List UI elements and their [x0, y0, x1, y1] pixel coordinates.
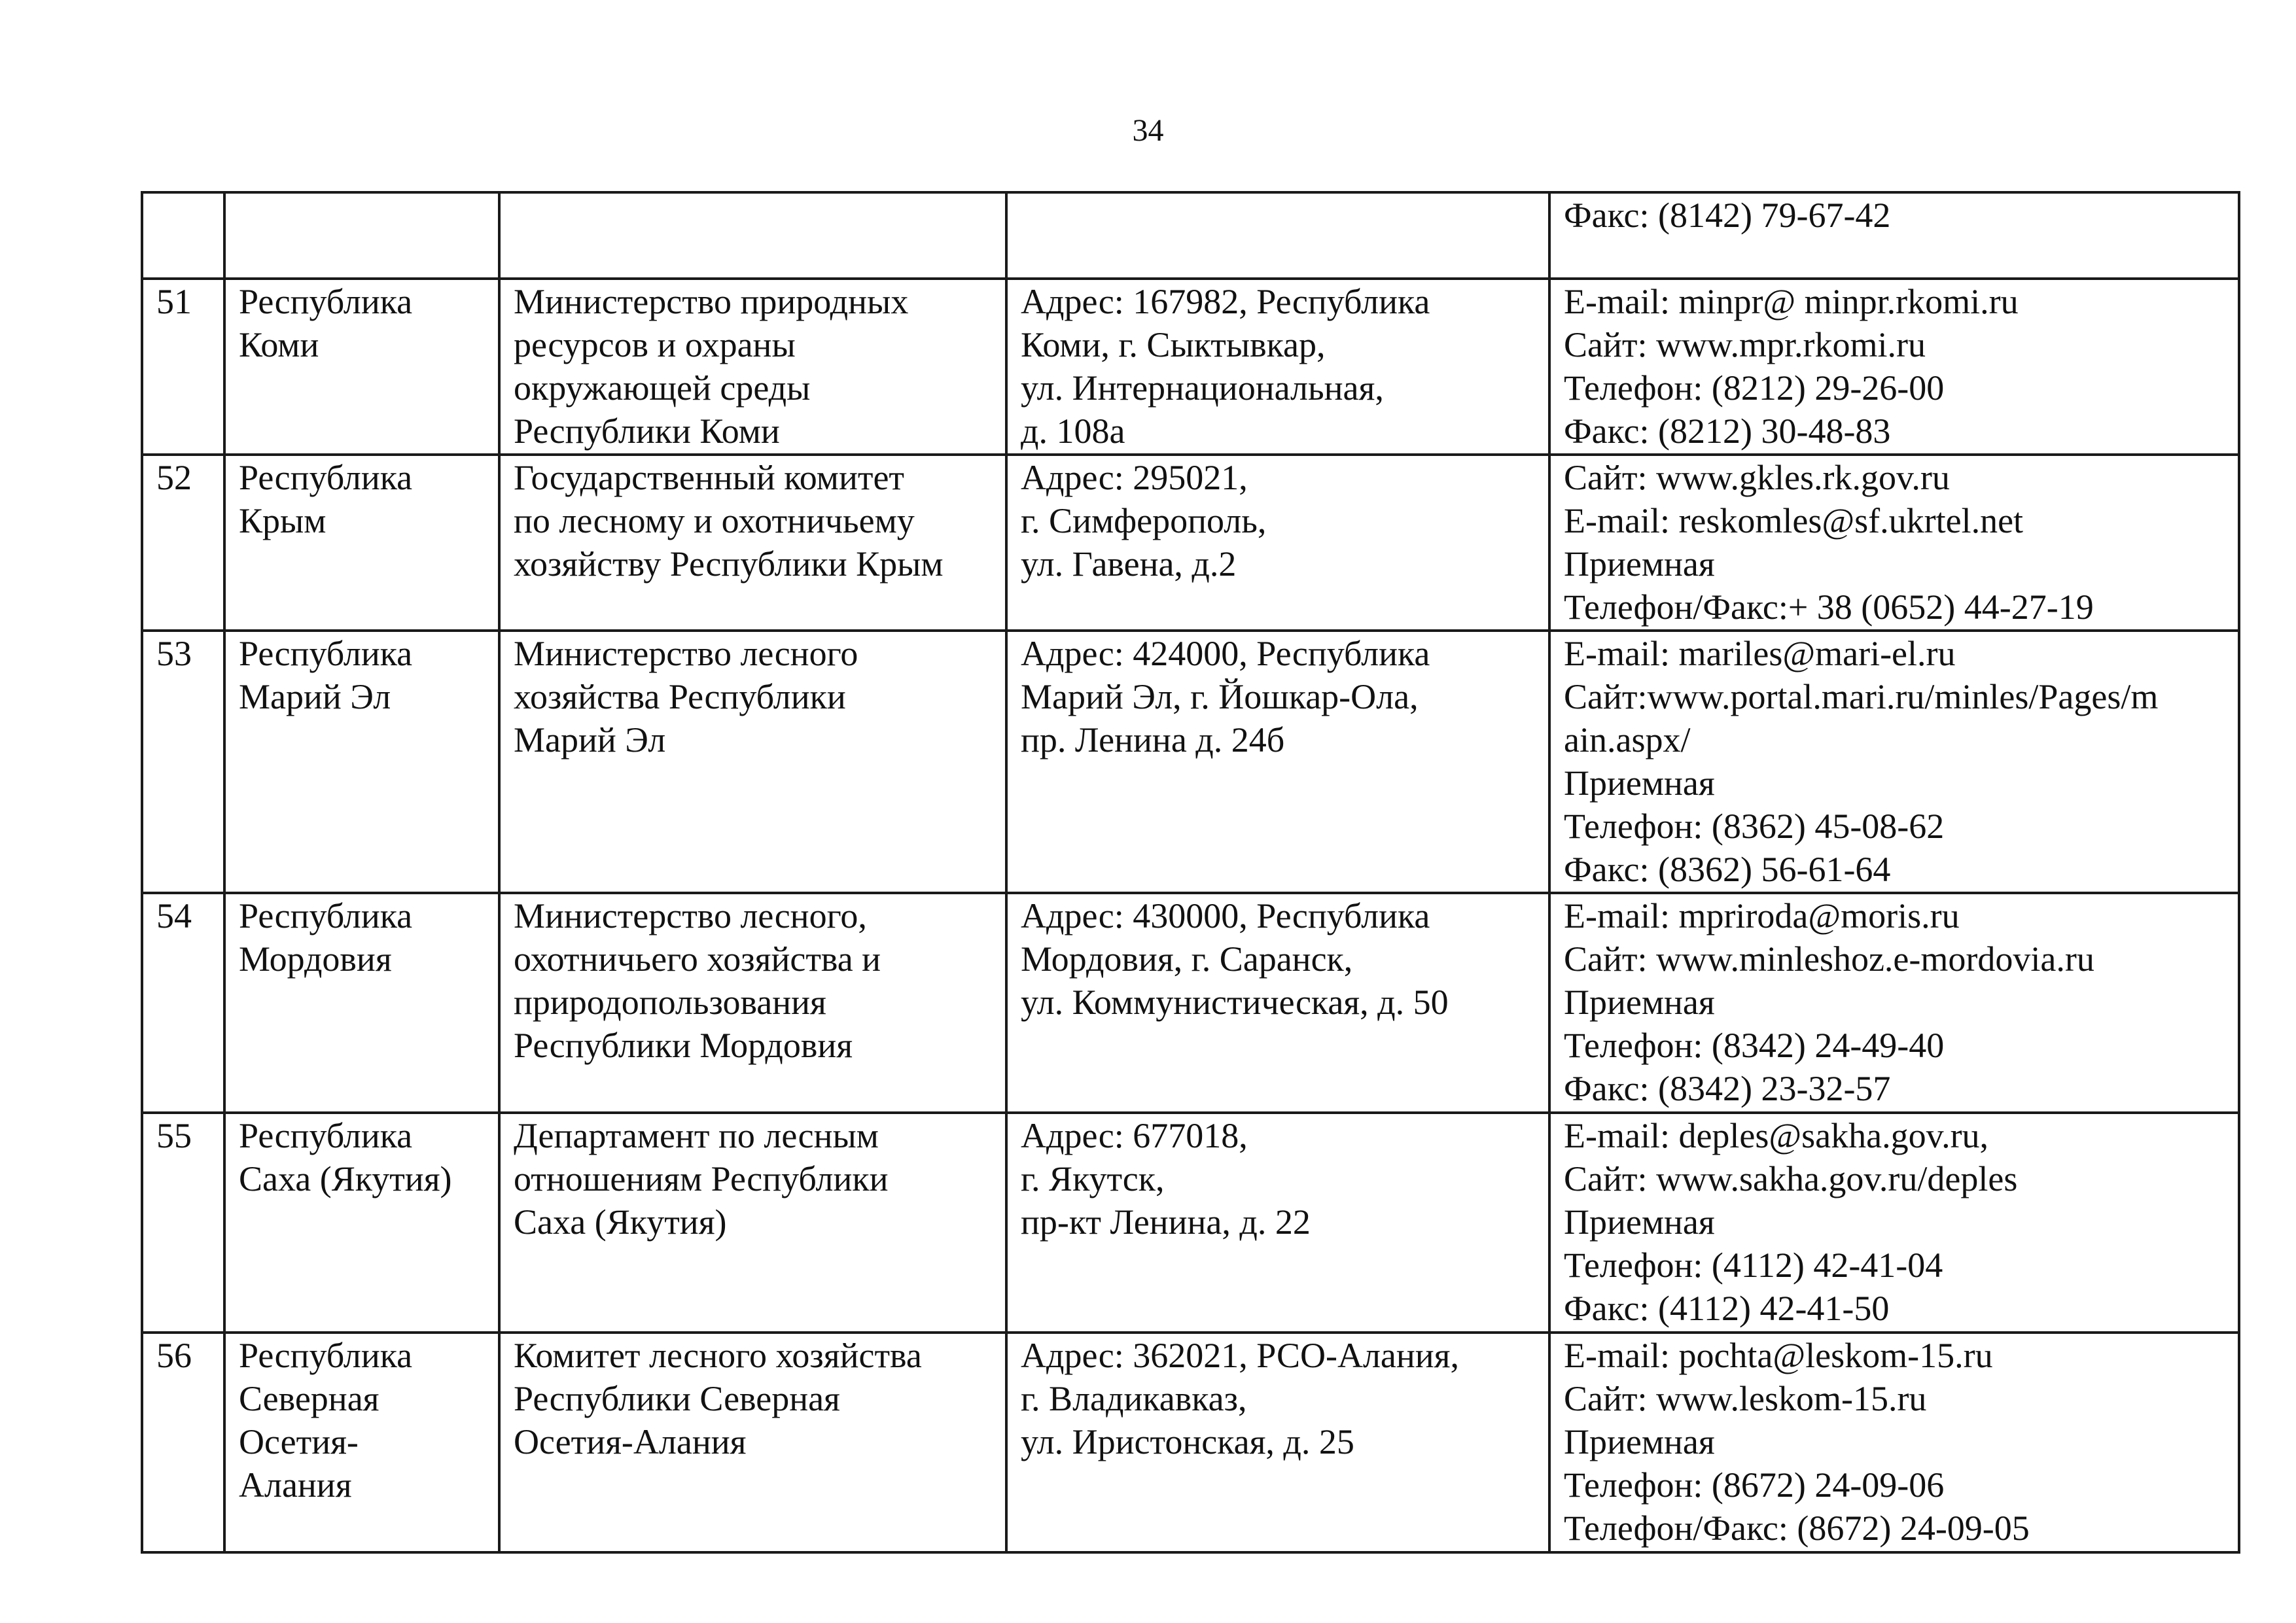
contact-line: E-mail: mariles@mari-el.ru: [1564, 634, 1956, 673]
cell-address: [1006, 893, 1549, 1113]
region-line: Мордовия: [239, 939, 392, 979]
contact-line: Телефон: (8362) 45-08-62: [1564, 807, 1945, 846]
contact-line: Сайт: www.gkles.rk.gov.ru: [1564, 458, 1950, 497]
address-line: Мордовия, г. Саранск,: [1021, 939, 1353, 979]
table-row: [142, 631, 2239, 893]
region-line: Алания: [239, 1465, 352, 1505]
cell-org: [499, 893, 1006, 1113]
page-number: 34: [1132, 113, 1164, 148]
address-line: Адрес: 362021, РСО-Алания,: [1021, 1336, 1459, 1375]
address-line: ул. Иристонская, д. 25: [1021, 1422, 1354, 1461]
org-line: природопользования: [514, 983, 826, 1022]
org-line: ресурсов и охраны: [514, 325, 796, 364]
region-line: Осетия-: [239, 1422, 359, 1461]
address-line: Адрес: 677018,: [1021, 1116, 1248, 1155]
org-line: Марий Эл: [514, 720, 666, 759]
region-line: Республика: [239, 282, 413, 321]
contact-line: Приемная: [1564, 1202, 1715, 1242]
org-line: Комитет лесного хозяйства: [514, 1336, 922, 1375]
org-line: Республики Коми: [514, 411, 780, 451]
contact-line: Сайт: www.leskom-15.ru: [1564, 1379, 1927, 1418]
org-line: Департамент по лесным: [514, 1116, 879, 1155]
contact-line: Телефон: (8342) 24-49-40: [1564, 1026, 1945, 1065]
org-line: окружающей среды: [514, 368, 811, 408]
address-line: ул. Интернациональная,: [1021, 368, 1384, 408]
org-line: Саха (Якутия): [514, 1202, 727, 1242]
cell-num: 53: [142, 631, 224, 893]
address-line: Адрес: 167982, Республика: [1021, 282, 1430, 321]
address-line: г. Симферополь,: [1021, 501, 1267, 540]
cell-num: 56: [142, 1333, 224, 1552]
contact-line: E-mail: reskomles@sf.ukrtel.net: [1564, 501, 2024, 540]
cell-org: [499, 1113, 1006, 1333]
cell-contacts: [1549, 631, 2239, 893]
cell-contacts: [1549, 1113, 2239, 1333]
cell-contacts: [1549, 279, 2239, 455]
region-line: Республика: [239, 634, 413, 673]
cell-contacts: [1549, 1333, 2239, 1552]
org-line: Министерство лесного,: [514, 896, 867, 935]
address-line: д. 108а: [1021, 411, 1125, 451]
cell-contacts: [1549, 192, 2239, 279]
contact-line: E-mail: mpriroda@moris.ru: [1564, 896, 1960, 935]
org-line: хозяйства Республики: [514, 677, 846, 716]
address-line: г. Якутск,: [1021, 1159, 1165, 1198]
contact-line: E-mail: pochta@leskom-15.ru: [1564, 1336, 1993, 1375]
org-line: Министерство лесного: [514, 634, 858, 673]
region-line: Республика: [239, 896, 413, 935]
contact-line: Факс: (8362) 56-61-64: [1564, 850, 1891, 889]
cell-address: [1006, 631, 1549, 893]
cell-org: [499, 1333, 1006, 1552]
region-line: Саха (Якутия): [239, 1159, 452, 1198]
cell-contacts: [1549, 893, 2239, 1113]
table-row-continuation: [142, 192, 2239, 279]
contact-line: Телефон: (8212) 29-26-00: [1564, 368, 1945, 408]
contact-line: Приемная: [1564, 544, 1715, 584]
cell-region: [224, 192, 499, 279]
address-line: г. Владикавказ,: [1021, 1379, 1247, 1418]
cell-region: [224, 279, 499, 455]
cell-num: [142, 192, 224, 279]
org-line: хозяйству Республики Крым: [514, 544, 944, 584]
cell-org: [499, 279, 1006, 455]
cell-region: [224, 455, 499, 631]
cell-address: [1006, 279, 1549, 455]
table-row: [142, 279, 2239, 455]
cell-address: [1006, 1113, 1549, 1333]
org-line: охотничьего хозяйства и: [514, 939, 881, 979]
org-line: Министерство природных: [514, 282, 909, 321]
cell-region: [224, 1333, 499, 1552]
contact-line: Телефон/Факс:+ 38 (0652) 44-27-19: [1564, 587, 2094, 627]
contact-line: Сайт: www.sakha.gov.ru/deples: [1564, 1159, 2018, 1198]
region-line: Республика: [239, 458, 413, 497]
org-line: Государственный комитет: [514, 458, 905, 497]
address-line: ул. Коммунистическая, д. 50: [1021, 983, 1449, 1022]
contact-line: Факс: (8142) 79-67-42: [1564, 196, 1891, 235]
contact-line: Приемная: [1564, 763, 1715, 803]
cell-region: [224, 631, 499, 893]
address-line: пр. Ленина д. 24б: [1021, 720, 1285, 759]
contact-line: Сайт: www.mpr.rkomi.ru: [1564, 325, 1926, 364]
contact-line: Телефон: (4112) 42-41-04: [1564, 1246, 1943, 1285]
table-row: [142, 455, 2239, 631]
cell-address: [1006, 192, 1549, 279]
contact-line: Факс: (8212) 30-48-83: [1564, 411, 1891, 451]
cell-num: 51: [142, 279, 224, 455]
org-line: по лесному и охотничьему: [514, 501, 915, 540]
cell-num: 54: [142, 893, 224, 1113]
table-row: [142, 893, 2239, 1113]
table-row: [142, 1333, 2239, 1552]
region-line: Республика: [239, 1336, 413, 1375]
cell-address: [1006, 1333, 1549, 1552]
org-line: Осетия-Алания: [514, 1422, 747, 1461]
contact-line: Факс: (4112) 42-41-50: [1564, 1289, 1890, 1328]
contact-line: Телефон: (8672) 24-09-06: [1564, 1465, 1945, 1505]
cell-region: [224, 1113, 499, 1333]
contact-line: E-mail: minpr@ minpr.rkomi.ru: [1564, 282, 2019, 321]
cell-address: [1006, 455, 1549, 631]
cell-org: [499, 192, 1006, 279]
forestry-authorities-table: [141, 191, 2240, 1554]
region-line: Северная: [239, 1379, 380, 1418]
contact-line: Факс: (8342) 23-32-57: [1564, 1069, 1891, 1108]
region-line: Республика: [239, 1116, 413, 1155]
contact-line: Сайт: www.minleshoz.e-mordovia.ru: [1564, 939, 2094, 979]
org-line: Республики Северная: [514, 1379, 840, 1418]
contact-line: E-mail: deples@sakha.gov.ru,: [1564, 1116, 1989, 1155]
address-line: пр-кт Ленина, д. 22: [1021, 1202, 1311, 1242]
cell-num: 55: [142, 1113, 224, 1333]
cell-num: 52: [142, 455, 224, 631]
cell-org: [499, 631, 1006, 893]
org-line: Республики Мордовия: [514, 1026, 853, 1065]
address-line: Коми, г. Сыктывкар,: [1021, 325, 1326, 364]
address-line: Адрес: 295021,: [1021, 458, 1248, 497]
contact-line: Приемная: [1564, 983, 1715, 1022]
region-line: Коми: [239, 325, 319, 364]
org-line: отношениям Республики: [514, 1159, 889, 1198]
contact-line: ain.aspx/: [1564, 720, 1691, 759]
contact-line: Приемная: [1564, 1422, 1715, 1461]
address-line: Адрес: 430000, Республика: [1021, 896, 1430, 935]
address-line: Адрес: 424000, Республика: [1021, 634, 1430, 673]
table-row: [142, 1113, 2239, 1333]
region-line: Крым: [239, 501, 327, 540]
address-line: Марий Эл, г. Йошкар-Ола,: [1021, 677, 1419, 716]
cell-region: [224, 893, 499, 1113]
cell-contacts: [1549, 455, 2239, 631]
cell-org: [499, 455, 1006, 631]
contact-line: Сайт:www.portal.mari.ru/minles/Pages/m: [1564, 677, 2159, 716]
address-line: ул. Гавена, д.2: [1021, 544, 1237, 584]
region-line: Марий Эл: [239, 677, 391, 716]
contact-line: Телефон/Факс: (8672) 24-09-05: [1564, 1509, 2030, 1548]
